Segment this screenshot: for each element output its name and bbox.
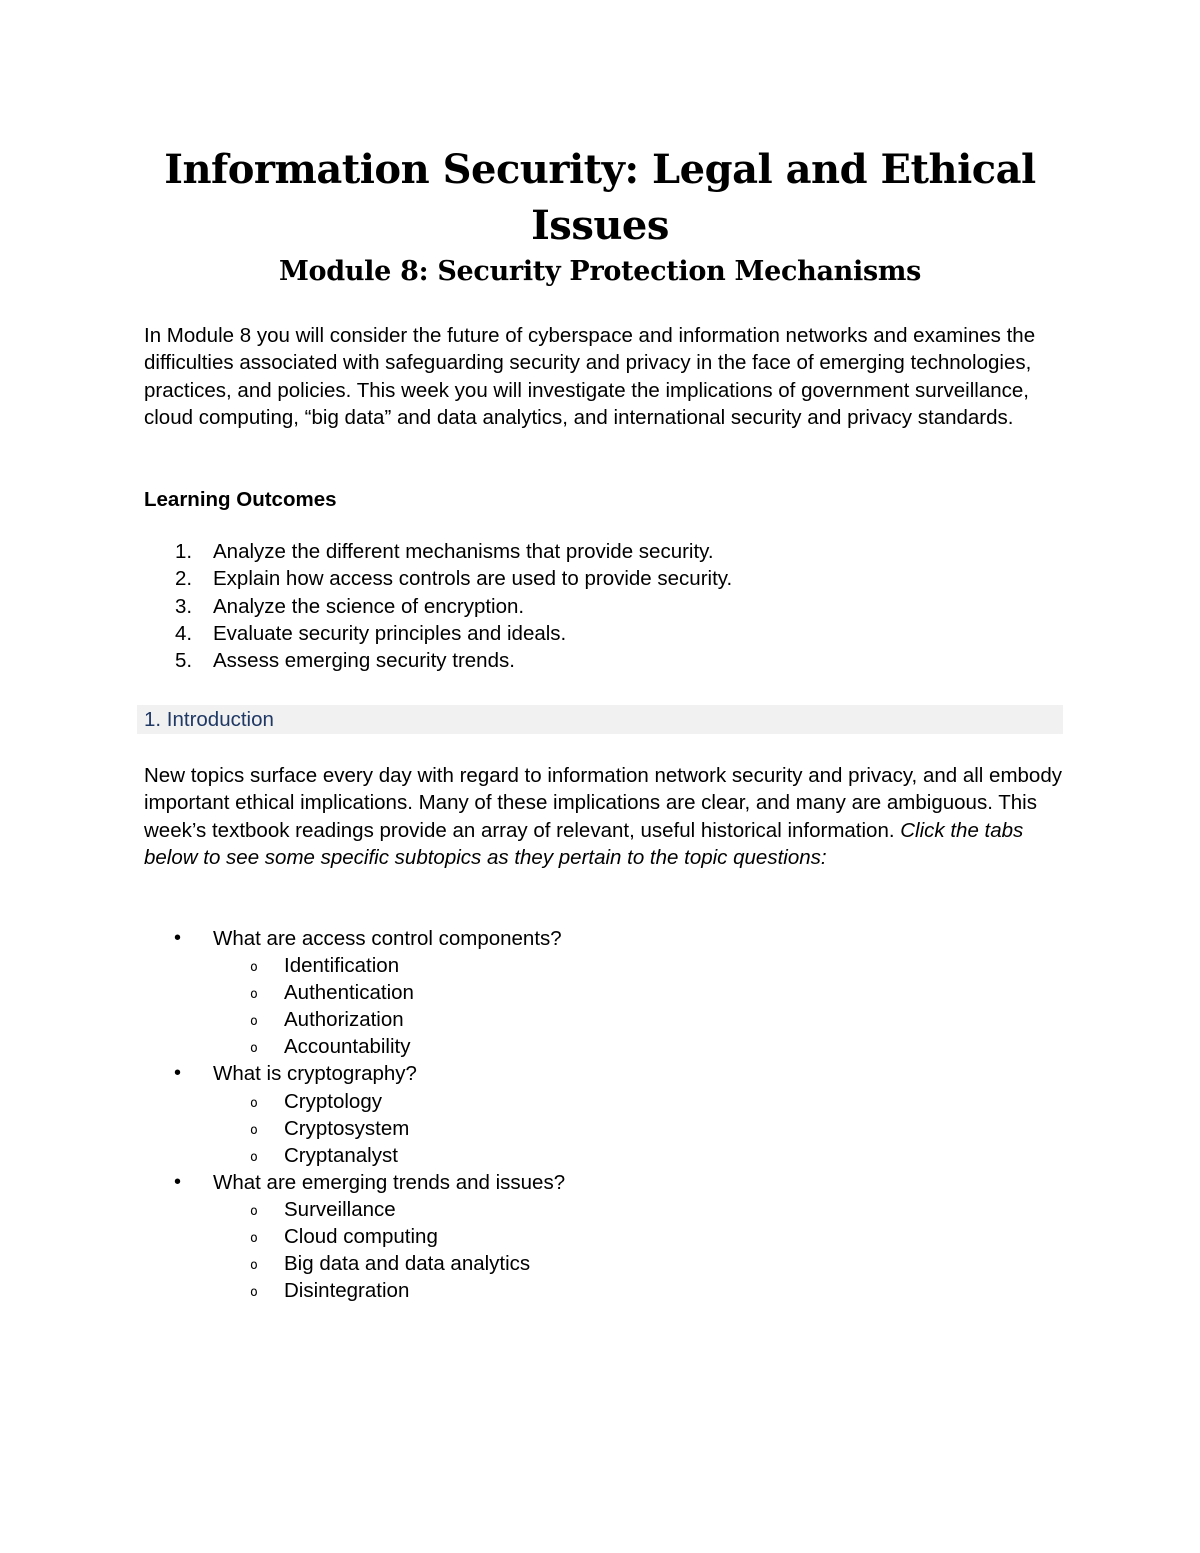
introduction-paragraph	[144, 762, 1074, 871]
list-number: 3.	[175, 594, 193, 618]
module-title: Module 8: Security Protection Mechanisms	[278, 256, 922, 287]
sub-bullet-icon: o	[250, 1095, 258, 1111]
sub-bullet-icon: o	[250, 960, 258, 976]
list-text: Analyze the different mechanisms that provide security.	[213, 540, 714, 563]
list-text: Explain how access controls are used to provide security.	[213, 567, 733, 591]
subtopic: Identification	[284, 954, 400, 978]
sub-bullet-icon: o	[250, 1014, 258, 1030]
list-number: 2.	[175, 567, 193, 591]
bullet-icon: •	[174, 1170, 182, 1193]
subtopic: Surveillance	[284, 1197, 396, 1221]
subtopic: Authentication	[284, 981, 414, 1005]
list-text: Analyze the science of encryption.	[213, 594, 525, 618]
bullet-icon: •	[174, 1062, 182, 1085]
list-text: Assess emerging security trends.	[213, 649, 515, 673]
subtopic: Cryptology	[284, 1089, 382, 1113]
document-title: Information Security: Legal and Ethical Issues	[164, 146, 1036, 249]
sub-bullet-icon: o	[250, 1258, 258, 1274]
sub-bullet-icon: o	[250, 1041, 258, 1057]
intro-paragraph: In Module 8 you will consider the future of cyberspace and information networks and examines the difficulties associated with safeguarding security and privacy in the face of emerging technologies, practices, and policies. This week you will investigate the implications of government surveillance, cloud computing, “big data” and data analytics, and international security and privacy standards.	[144, 324, 1036, 429]
sub-bullet-icon: o	[250, 1231, 258, 1247]
sub-bullet-icon: o	[250, 1203, 258, 1219]
subtopic: Cloud computing	[284, 1225, 438, 1249]
list-text: Evaluate security principles and ideals.	[213, 621, 567, 645]
subtopic: Big data and data analytics	[284, 1252, 531, 1276]
subtopic: Authorization	[284, 1008, 404, 1032]
subtopic: Disintegration	[284, 1279, 410, 1303]
bullet-icon: •	[174, 927, 182, 949]
list-number: 1.	[175, 540, 193, 563]
topic-question: What are access control components?	[213, 927, 562, 950]
sub-bullet-icon: o	[250, 987, 258, 1003]
section-heading-introduction: 1. Introduction	[144, 708, 274, 731]
sub-bullet-icon: o	[250, 1285, 258, 1301]
list-number: 5.	[175, 649, 193, 673]
subtopic: Cryptosystem	[284, 1116, 410, 1140]
learning-outcomes-heading: Learning Outcomes	[144, 488, 337, 511]
list-number: 4.	[175, 621, 193, 645]
subtopic: Accountability	[284, 1035, 411, 1059]
topic-question: What are emerging trends and issues?	[213, 1170, 566, 1194]
section-heading-bar	[137, 705, 1063, 734]
subtopic: Cryptanalyst	[284, 1143, 398, 1167]
sub-bullet-icon: o	[250, 1122, 258, 1138]
introduction-paragraph-instruction: Click the tabs below to see some specific subtopics as they pertain to the topic questions:	[144, 818, 1024, 869]
sub-bullet-icon: o	[250, 1149, 258, 1165]
introduction-paragraph-text: New topics surface every day with regard to information network security and privacy, and all embody important ethical implications. Many of these implications are clear, and many are ambiguous. This week’s textbook readings provide an array of relevant, useful historical information.	[144, 764, 1062, 842]
topic-question: What is cryptography?	[213, 1062, 417, 1086]
